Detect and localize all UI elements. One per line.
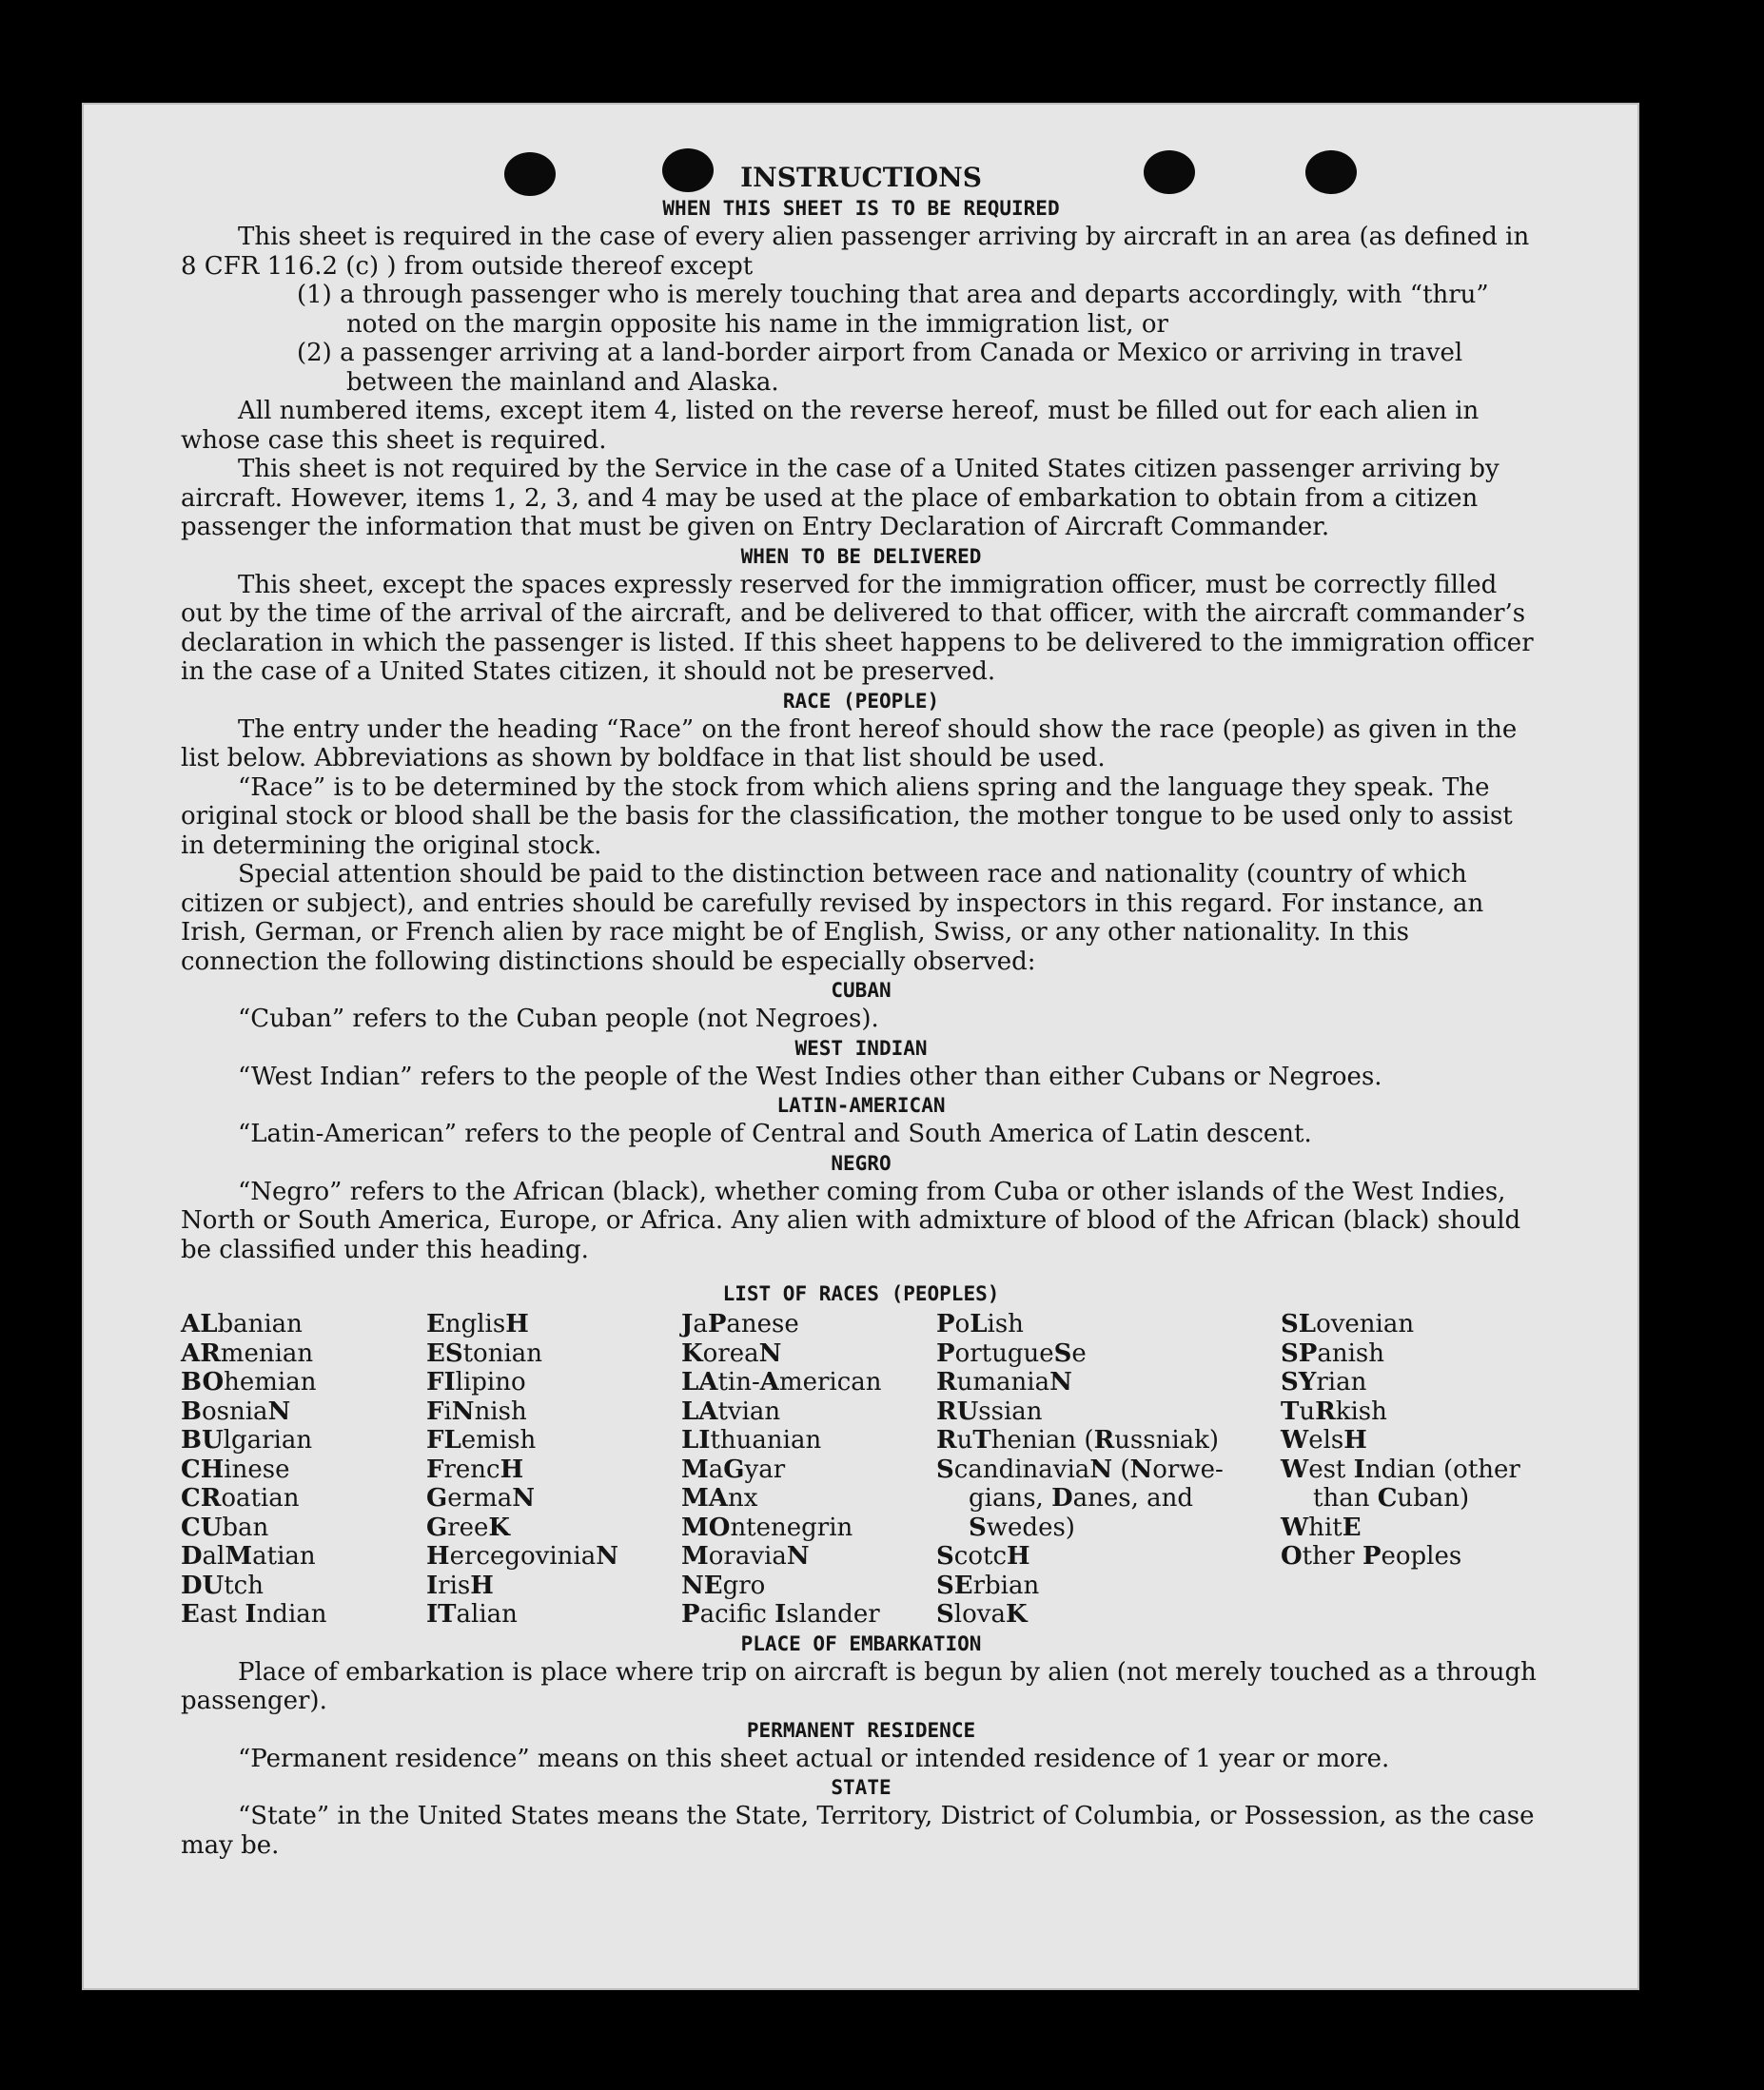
race-entry: RUssian	[936, 1397, 1043, 1426]
race-entry: PoLish	[936, 1310, 1024, 1338]
document-sheet	[82, 103, 1639, 1990]
race-entry: gians, Danes, and	[969, 1484, 1194, 1513]
exception-item-1: (1) a through passenger who is merely touching that area and departs accordingly, with “thru” noted on the margin opposite his name in the immigration list, or	[297, 281, 1489, 339]
when-required-intro: This sheet is required in the case of every alien passenger arriving by aircraft in an area (as defined in 8 CFR 116.2 (c) ) from outside thereof except	[181, 223, 1530, 281]
races-column-3	[681, 1310, 936, 1630]
races-list	[181, 1310, 1541, 1630]
races-column-5	[1281, 1310, 1541, 1630]
heading-negro: NEGRO	[831, 1151, 892, 1175]
state-text: “State” in the United States means the State, Territory, District of Columbia, or Possession, as the case may be.	[181, 1802, 1535, 1860]
race-entry: SYrian	[1281, 1368, 1367, 1397]
races-column-4	[936, 1310, 1281, 1630]
race-entry: RumaniaN	[936, 1368, 1072, 1397]
race-entry: MOntenegrin	[681, 1513, 853, 1542]
heading-west-indian: WEST INDIAN	[794, 1036, 928, 1060]
race-entry: Swedes)	[969, 1513, 1075, 1542]
race-entry: IrisH	[426, 1571, 494, 1600]
races-column-1	[181, 1310, 426, 1630]
heading-latin-american: LATIN-AMERICAN	[776, 1094, 946, 1117]
citizen-paragraph: This sheet is not required by the Service in the case of a United States citizen passenger arriving by aircraft. However, items 1, 2, 3, and 4 may be used at the place of embarkation to obtain from a citizen passenger the information that must be given on Entry Declaration of Aircraft Commander.	[181, 455, 1499, 541]
heading-races-list: LIST OF RACES (PEOPLES)	[722, 1282, 1000, 1305]
race-entry: GermaN	[426, 1484, 535, 1513]
when-delivered-text: This sheet, except the spaces expressly reserved for the immigration officer, must be correctly filled out by the time of the arrival of the aircraft, and be delivered to that officer, with the aircraft commander’s declaration in which the passenger is listed. If this sheet happens to be delivered to the immigration officer in the case of a United States citizen, it should not be preserved.	[181, 570, 1534, 686]
race-entry: DalMatian	[181, 1542, 316, 1571]
embarkation-text: Place of embarkation is place where trip on aircraft is begun by alien (not merely touched as a through passenger).	[181, 1657, 1537, 1715]
race-entry: WelsH	[1281, 1426, 1367, 1455]
race-entry: EnglisH	[426, 1310, 529, 1338]
page-title: INSTRUCTIONS	[740, 162, 982, 193]
race-entry: CHinese	[181, 1455, 290, 1484]
race-entry: HercegoviniaN	[426, 1542, 618, 1571]
race-entry: NEgro	[681, 1571, 766, 1600]
instructions-content	[181, 162, 1541, 1860]
race-entry: FLemish	[426, 1426, 537, 1455]
race-entry: than Cuban)	[1313, 1484, 1470, 1513]
race-entry: RuThenian (Russniak)	[936, 1426, 1220, 1455]
race-entry: ScandinaviaN (Norwe-	[936, 1455, 1224, 1484]
races-column-2	[426, 1310, 681, 1630]
race-paragraph-3: Special attention should be paid to the distinction between race and nationality (country of which citizen or subject), and entries should be carefully revised by inspectors in this regard. For instance, an Irish, German, or French alien by race might be of English, Swiss, or any other nationality. In this connection the following distinctions should be especially observed:	[181, 860, 1484, 976]
race-entry: DUtch	[181, 1571, 264, 1600]
exception-item-2: (2) a passenger arriving at a land-border airport from Canada or Mexico or arriving in travel between the mainland and Alaska.	[297, 339, 1463, 397]
negro-text: “Negro” refers to the African (black), whether coming from Cuba or other islands of the West Indies, North or South America, Europe, or Africa. Any alien with admixture of blood of the African (black) should be classified under this heading.	[181, 1177, 1521, 1264]
latin-american-text: “Latin-American” refers to the people of Central and South America of Latin descent.	[238, 1120, 1312, 1148]
race-entry: MoraviaN	[681, 1542, 810, 1571]
race-entry: MAnx	[681, 1484, 758, 1513]
race-entry: KoreaN	[681, 1338, 782, 1368]
race-entry: SErbian	[936, 1571, 1040, 1600]
race-entry: GreeK	[426, 1513, 511, 1542]
race-paragraph-2: “Race” is to be determined by the stock from which aliens spring and the language they speak. The original stock or blood shall be the basis for the classification, the mother tongue to be used only to assist in determining the original stock.	[181, 772, 1513, 860]
race-entry: Other Peoples	[1281, 1542, 1462, 1571]
numbered-items-paragraph: All numbered items, except item 4, listed on the reverse hereof, must be filled out for each alien in whose case this sheet is required.	[181, 397, 1480, 455]
race-entry: CUban	[181, 1513, 269, 1542]
heading-when-required: WHEN THIS SHEET IS TO BE REQUIRED	[662, 197, 1060, 220]
race-entry: BUlgarian	[181, 1426, 313, 1455]
race-entry: SlovaK	[936, 1600, 1028, 1629]
residence-text: “Permanent residence” means on this sheet actual or intended residence of 1 year or more.	[238, 1744, 1390, 1773]
race-entry: JaPanese	[681, 1310, 799, 1338]
race-entry: West Indian (other	[1281, 1455, 1520, 1484]
race-entry: PortugueSe	[936, 1338, 1087, 1368]
race-entry: TuRkish	[1281, 1397, 1387, 1426]
race-entry: CRoatian	[181, 1484, 300, 1513]
race-entry: WhitE	[1281, 1513, 1362, 1542]
race-entry: ALbanian	[181, 1310, 303, 1338]
heading-race: RACE (PEOPLE)	[782, 689, 940, 713]
race-entry: EStonian	[426, 1338, 543, 1368]
race-entry: ARmenian	[181, 1338, 314, 1368]
cuban-text: “Cuban” refers to the Cuban people (not Negroes).	[238, 1005, 879, 1033]
race-entry: LAtvian	[681, 1397, 781, 1426]
race-entry: ScotcH	[936, 1542, 1030, 1571]
heading-cuban: CUBAN	[831, 979, 892, 1002]
race-entry: BosniaN	[181, 1397, 291, 1426]
race-entry: LIthuanian	[681, 1426, 822, 1455]
heading-state: STATE	[831, 1776, 892, 1799]
race-paragraph-1: The entry under the heading “Race” on the front hereof should show the race (people) as given in the list below. Abbreviations as shown by boldface in that list should be used.	[181, 714, 1518, 772]
heading-when-delivered: WHEN TO BE DELIVERED	[740, 544, 982, 568]
race-entry: LAtin-American	[681, 1368, 882, 1397]
race-entry: BOhemian	[181, 1368, 317, 1397]
heading-embarkation: PLACE OF EMBARKATION	[740, 1631, 982, 1655]
race-entry: SLovenian	[1281, 1310, 1415, 1338]
west-indian-text: “West Indian” refers to the people of the West Indies other than either Cubans or Negroes.	[238, 1062, 1382, 1091]
race-entry: ITalian	[426, 1600, 518, 1629]
race-entry: FiNnish	[426, 1397, 527, 1426]
race-entry: FrencH	[426, 1455, 524, 1484]
race-entry: SPanish	[1281, 1338, 1384, 1368]
race-entry: Pacific Islander	[681, 1600, 880, 1629]
heading-residence: PERMANENT RESIDENCE	[746, 1718, 976, 1742]
race-entry: FIlipino	[426, 1368, 526, 1397]
race-entry: East Indian	[181, 1600, 327, 1629]
race-entry: MaGyar	[681, 1455, 786, 1484]
